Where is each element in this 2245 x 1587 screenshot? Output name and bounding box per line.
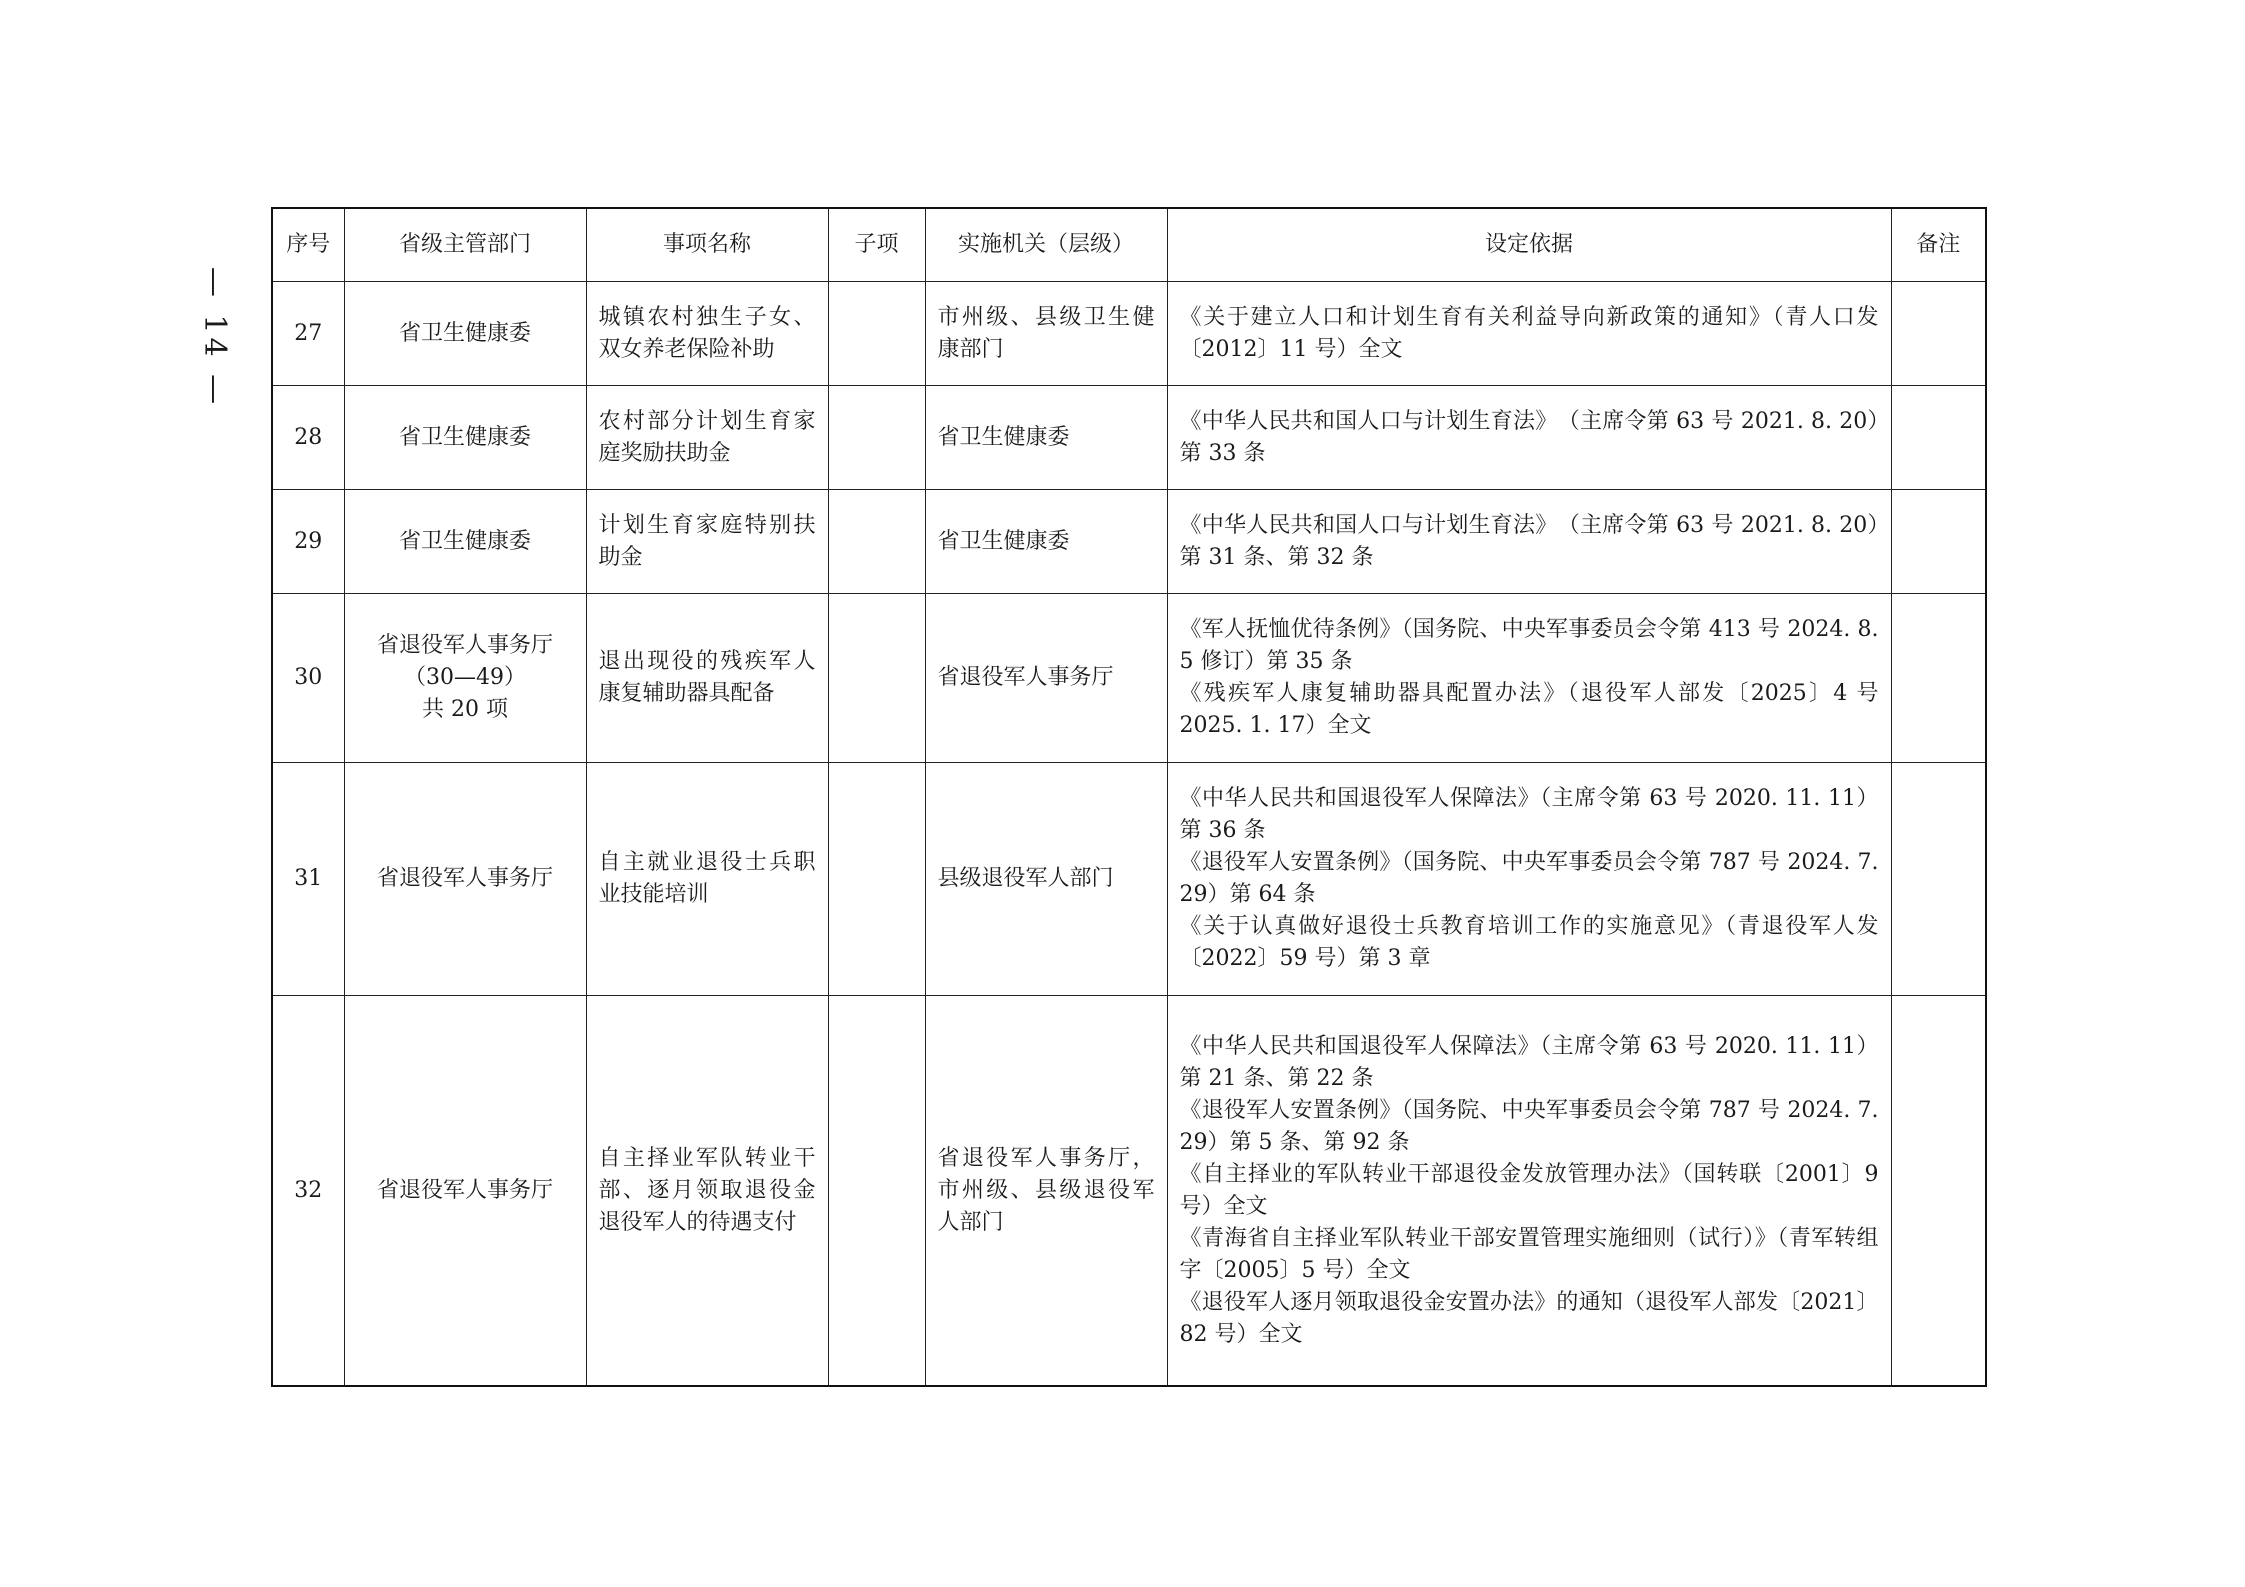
cell-item: 农村部分计划生育家庭奖励扶助金 bbox=[586, 386, 828, 490]
cell-agency: 县级退役军人部门 bbox=[925, 763, 1167, 996]
basis-line: 《关于建立人口和计划生育有关利益导向新政策的通知》（青人口发〔2012〕11 号）全文 bbox=[1179, 304, 1879, 362]
cell-sub bbox=[828, 490, 925, 594]
basis-line: 《退役军人逐月领取退役金安置办法》的通知（退役军人部发〔2021〕82 号）全文 bbox=[1179, 1289, 1879, 1347]
cell-basis bbox=[1167, 763, 1891, 996]
cell-dept bbox=[344, 594, 586, 763]
cell-agency: 市州级、县级卫生健康部门 bbox=[925, 282, 1167, 386]
cell-item: 自主就业退役士兵职业技能培训 bbox=[586, 763, 828, 996]
header-dept: 省级主管部门 bbox=[344, 208, 586, 282]
cell-basis bbox=[1167, 490, 1891, 594]
basis-line: 《退役军人安置条例》（国务院、中央军事委员会令第 787 号 2024. 7. 29）第 5 条、第 92 条 bbox=[1179, 1097, 1879, 1155]
cell-agency: 省退役军人事务厅，市州级、县级退役军人部门 bbox=[925, 996, 1167, 1387]
header-sub: 子项 bbox=[828, 208, 925, 282]
dept-line: 省卫生健康委 bbox=[398, 424, 531, 450]
cell-item: 计划生育家庭特别扶助金 bbox=[586, 490, 828, 594]
cell-dept bbox=[344, 996, 586, 1387]
dept-line: 共 20 项 bbox=[422, 697, 508, 722]
table-row bbox=[272, 282, 1986, 386]
header-basis: 设定依据 bbox=[1167, 208, 1891, 282]
cell-note bbox=[1891, 594, 1986, 763]
cell-seq: 29 bbox=[272, 490, 344, 594]
dept-line: 省卫生健康委 bbox=[398, 320, 531, 346]
cell-note bbox=[1891, 282, 1986, 386]
cell-agency: 省卫生健康委 bbox=[925, 490, 1167, 594]
table-row bbox=[272, 763, 1986, 996]
cell-item: 退出现役的残疾军人康复辅助器具配备 bbox=[586, 594, 828, 763]
cell-agency: 省退役军人事务厅 bbox=[925, 594, 1167, 763]
dept-line: 省退役军人事务厅 bbox=[376, 866, 553, 891]
cell-note bbox=[1891, 996, 1986, 1387]
basis-line: 《军人抚恤优待条例》（国务院、中央军事委员会令第 413 号 2024. 8. 5 修订）第 35 条 bbox=[1179, 617, 1879, 674]
cell-basis bbox=[1167, 282, 1891, 386]
cell-dept bbox=[344, 763, 586, 996]
items-table bbox=[271, 207, 1987, 1387]
basis-line: 《青海省自主择业军队转业干部安置管理实施细则（试行）》（青军转组字〔2005〕5 号）全文 bbox=[1179, 1225, 1879, 1283]
dept-line: 省退役军人事务厅 bbox=[376, 1177, 553, 1203]
table-row bbox=[272, 996, 1986, 1387]
cell-sub bbox=[828, 763, 925, 996]
cell-basis bbox=[1167, 386, 1891, 490]
basis-line: 《残疾军人康复辅助器具配置办法》（退役军人部发〔2025〕4 号 2025. 1. 17）全文 bbox=[1179, 681, 1879, 738]
cell-note bbox=[1891, 490, 1986, 594]
dept-line: 省卫生健康委 bbox=[398, 528, 531, 554]
cell-seq: 27 bbox=[272, 282, 344, 386]
cell-sub bbox=[828, 996, 925, 1387]
dept-line: （30—49） bbox=[404, 665, 526, 690]
cell-basis bbox=[1167, 594, 1891, 763]
header-note: 备注 bbox=[1891, 208, 1986, 282]
basis-line: 《自主择业的军队转业干部退役金发放管理办法》（国转联〔2001〕9 号）全文 bbox=[1179, 1161, 1879, 1219]
cell-note bbox=[1891, 763, 1986, 996]
basis-line: 《退役军人安置条例》（国务院、中央军事委员会令第 787 号 2024. 7. 29）第 64 条 bbox=[1179, 850, 1879, 907]
dept-line: 省退役军人事务厅 bbox=[376, 633, 553, 658]
cell-item: 城镇农村独生子女、双女养老保险补助 bbox=[586, 282, 828, 386]
table-row bbox=[272, 490, 1986, 594]
cell-sub bbox=[828, 282, 925, 386]
cell-item: 自主择业军队转业干部、逐月领取退役金退役军人的待遇支付 bbox=[586, 996, 828, 1387]
basis-line: 《中华人民共和国人口与计划生育法》 （主席令第 63 号 2021. 8. 20）第 33 条 bbox=[1179, 408, 1879, 466]
basis-line: 《关于认真做好退役士兵教育培训工作的实施意见》（青退役军人发〔2022〕59 号）第 3 章 bbox=[1179, 914, 1879, 971]
cell-dept bbox=[344, 282, 586, 386]
cell-agency: 省卫生健康委 bbox=[925, 386, 1167, 490]
table-row bbox=[272, 386, 1986, 490]
cell-sub bbox=[828, 594, 925, 763]
basis-line: 《中华人民共和国退役军人保障法》（主席令第 63 号 2020. 11. 11）第 36 条 bbox=[1179, 786, 1879, 843]
header-seq: 序号 bbox=[272, 208, 344, 282]
cell-sub bbox=[828, 386, 925, 490]
cell-note bbox=[1891, 386, 1986, 490]
cell-dept bbox=[344, 490, 586, 594]
cell-seq: 31 bbox=[272, 763, 344, 996]
cell-seq: 30 bbox=[272, 594, 344, 763]
header-agency: 实施机关（层级） bbox=[925, 208, 1167, 282]
table-row bbox=[272, 594, 1986, 763]
cell-dept bbox=[344, 386, 586, 490]
cell-seq: 28 bbox=[272, 386, 344, 490]
page-number bbox=[185, 262, 245, 412]
header-item: 事项名称 bbox=[586, 208, 828, 282]
table-header-row bbox=[272, 208, 1986, 282]
page-number-text: — 14 — bbox=[197, 266, 233, 408]
basis-line: 《中华人民共和国人口与计划生育法》 （主席令第 63 号 2021. 8. 20）第 31 条、第 32 条 bbox=[1179, 512, 1879, 570]
cell-seq: 32 bbox=[272, 996, 344, 1387]
basis-line: 《中华人民共和国退役军人保障法》（主席令第 63 号 2020. 11. 11）第 21 条、第 22 条 bbox=[1179, 1033, 1879, 1091]
cell-basis bbox=[1167, 996, 1891, 1387]
